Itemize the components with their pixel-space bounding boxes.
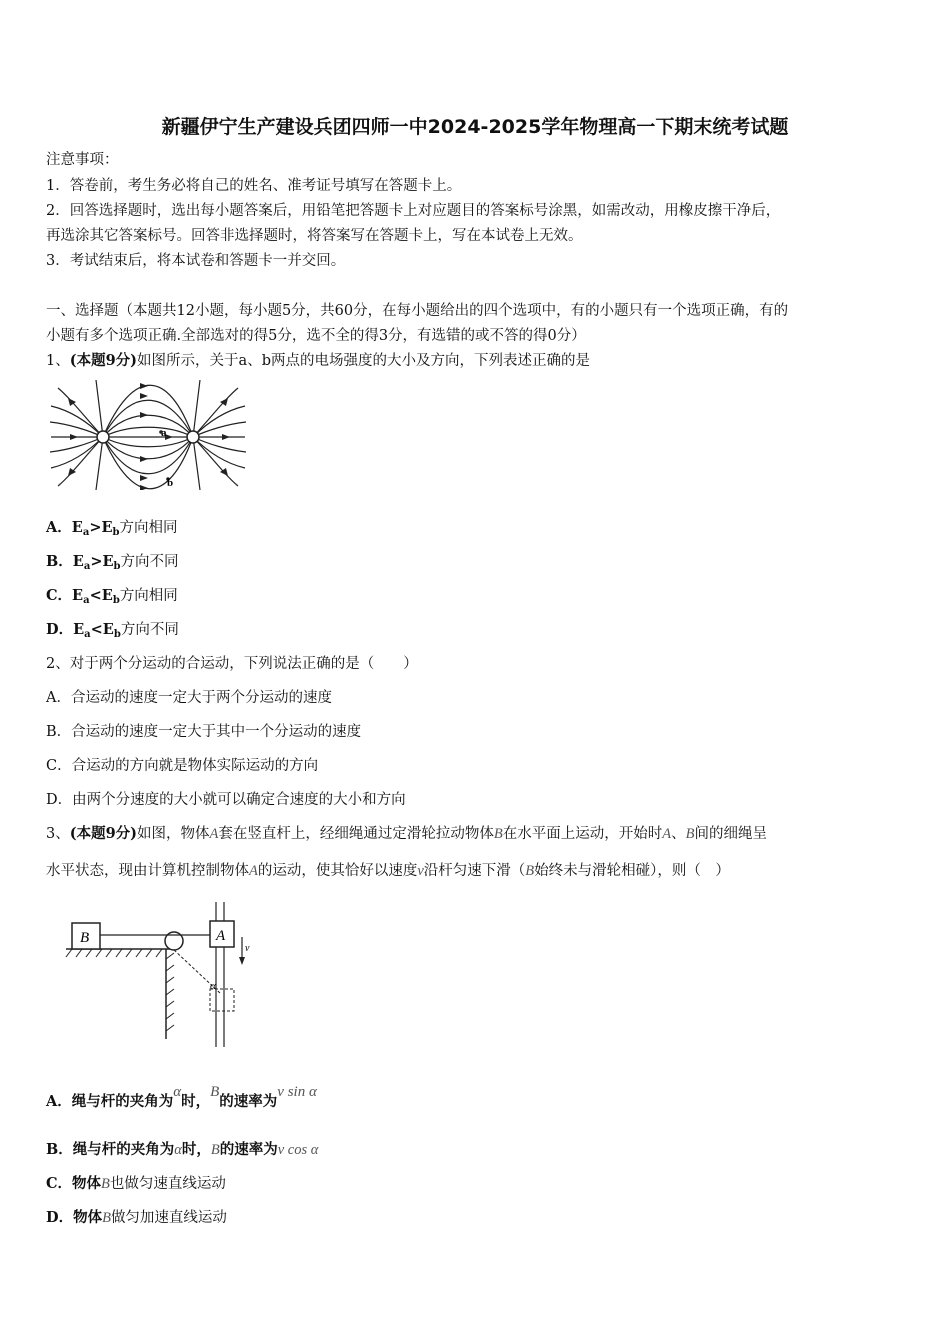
option-row: B．合运动的速度一定大于其中一个分运动的速度 <box>46 724 362 740</box>
point-a-label: a <box>161 427 167 439</box>
option-row: B．绳与杆的夹角为α时，B的速率为v cos α <box>46 1141 319 1158</box>
section-instructions: 一、选择题（本题共12小题，每小题5分，共60分，在每小题给出的四个选项中，有的小题只有一个选项正确，有的 <box>46 303 789 319</box>
velocity-label: v <box>245 943 250 954</box>
option-row: D．由两个分速度的大小就可以确定合速度的大小和方向 <box>46 792 406 808</box>
notice-item: 3．考试结束后，将本试卷和答题卡一并交回。 <box>46 253 346 269</box>
option-row: C．物体B也做匀速直线运动 <box>46 1175 226 1192</box>
question-2-stem: 2、对于两个分运动的合运动，下列说法正确的是（ ） <box>46 656 418 672</box>
question-3-stem: 水平状态，现由计算机控制物体A的运动，使其恰好以速度v沿杆匀速下滑（B始终未与滑轮相碰），则（ ） <box>46 863 730 879</box>
electric-field-figure <box>48 380 253 490</box>
page-title: 新疆伊宁生产建设兵团四师一中2024-2025学年物理高一下期末统考试题 <box>161 116 789 138</box>
block-b-label: B <box>80 930 90 946</box>
option-row: D．物体B做匀加速直线运动 <box>46 1209 227 1226</box>
question-3-stem: 3、(本题9分)如图，物体A套在竖直杆上，经细绳通过定滑轮拉动物体B在水平面上运动，开始时A、B间的细绳呈 <box>46 825 767 842</box>
question-1-stem: 1、(本题9分)如图所示，关于a、b两点的电场强度的大小及方向，下列表述正确的是 <box>46 352 590 369</box>
block-a-label: A <box>216 928 226 944</box>
option-row: A．$E_a>E_b$方向相同 <box>46 519 178 538</box>
option-row: A．合运动的速度一定大于两个分运动的速度 <box>46 690 332 706</box>
option-row: A．绳与杆的夹角为α时，B的速率为v sin α <box>46 1084 317 1110</box>
notice-item: 再选涂其它答案标号。回答非选择题时，将答案写在答题卡上，写在本试卷上无效。 <box>46 228 583 244</box>
point-b-label: b <box>167 477 174 489</box>
option-row: D．$E_a<E_b$方向不同 <box>46 621 179 640</box>
alpha-label: α <box>210 980 216 992</box>
option-row: C．合运动的方向就是物体实际运动的方向 <box>46 758 319 774</box>
notice-heading: 注意事项： <box>46 152 119 168</box>
option-row: C．$E_a<E_b$方向相同 <box>46 587 178 606</box>
notice-item: 2．回答选择题时，选出每小题答案后，用铅笔把答题卡上对应题目的答案标号涂黑，如需改动，用橡皮擦干净后， <box>46 203 781 219</box>
notice-item: 1．答卷前，考生务必将自己的姓名、准考证号填写在答题卡上。 <box>46 178 462 194</box>
section-instructions: 小题有多个选项正确.全部选对的得5分，选不全的得3分，有选错的或不答的得0分） <box>46 328 586 344</box>
option-row: B．$E_a>E_b$方向不同 <box>46 553 179 572</box>
pulley-figure <box>44 897 284 1059</box>
